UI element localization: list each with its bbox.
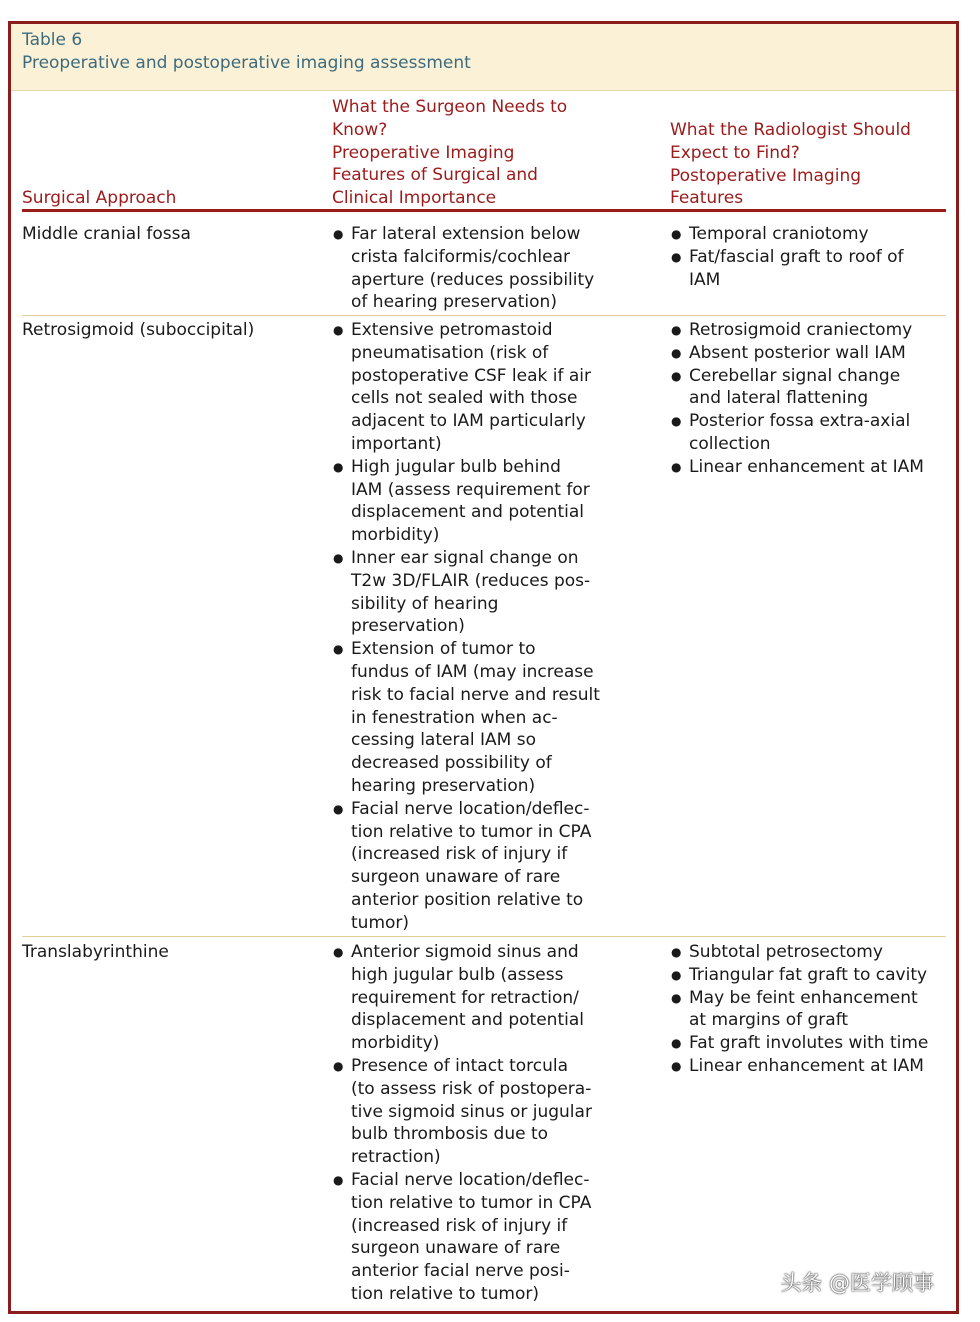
text-line: tion relative to tumor in CPA <box>351 821 592 842</box>
text-line: cessing lateral IAM so <box>351 730 536 751</box>
text-line: preservation) <box>351 616 465 637</box>
bullet-icon: ● <box>671 368 682 383</box>
text-line: Presence of intact torcula <box>351 1055 569 1076</box>
row-approach-retrosigmoid: Retrosigmoid (suboccipital) <box>22 320 255 340</box>
text-line: Fat graft involutes with time <box>689 1033 929 1054</box>
text-line: displacement and potential <box>351 1010 584 1031</box>
text-line: Absent posterior wall IAM <box>689 342 906 363</box>
text-line: IAM <box>689 269 721 290</box>
text-line: anterior facial nerve posi- <box>351 1261 570 1282</box>
list-item <box>670 342 924 365</box>
row-approach-middle-cranial-fossa: Middle cranial fossa <box>22 224 191 244</box>
list-item <box>670 410 924 456</box>
bullet-icon: ● <box>333 642 344 657</box>
bullet-icon: ● <box>671 459 682 474</box>
bullet-icon: ● <box>671 345 682 360</box>
list-item <box>670 1055 928 1078</box>
list-item <box>332 1169 592 1306</box>
bullet-icon: ● <box>333 323 344 337</box>
text-line: surgeon unaware of rare <box>351 1238 561 1259</box>
text-line: Retrosigmoid craniectomy <box>689 320 913 340</box>
header-line: Know? <box>332 119 388 140</box>
text-line: postoperative CSF leak if air <box>351 365 592 386</box>
text-line: Cerebellar signal change <box>689 365 901 386</box>
bullet-icon: ● <box>671 414 682 429</box>
list-item <box>332 547 600 638</box>
row1-postop-list <box>670 223 904 291</box>
header-surgical-approach <box>22 187 176 210</box>
text-line: retraction) <box>351 1147 441 1168</box>
text-line: Posterior fossa extra-axial <box>689 411 911 432</box>
text-line: (to assess risk of postopera- <box>351 1078 592 1099</box>
text-line: tumor) <box>351 912 410 933</box>
text-line: at margins of graft <box>689 1010 849 1031</box>
text-line: important) <box>351 433 442 454</box>
text-line: displacement and potential <box>351 502 584 523</box>
bullet-icon: ● <box>333 945 344 959</box>
text-line: fundus of IAM (may increase <box>351 661 594 682</box>
header-line: What the Surgeon Needs to <box>332 97 568 117</box>
bullet-icon: ● <box>671 227 682 241</box>
list-item <box>670 365 924 411</box>
text-line: Anterior sigmoid sinus and <box>351 942 579 962</box>
text-line: May be feint enhancement <box>689 987 918 1008</box>
row-approach-translabyrinthine: Translabyrinthine <box>22 942 169 962</box>
text-line: crista falciformis/cochlear <box>351 246 570 267</box>
text-line: Facial nerve location/deflec- <box>351 798 590 819</box>
text-line: morbidity) <box>351 1033 440 1054</box>
table-label: Table 6 <box>22 30 83 50</box>
list-item <box>670 941 928 964</box>
row3-preop-list <box>332 941 592 1306</box>
header-preoperative <box>332 96 567 210</box>
text-line: T2w 3D/FLAIR (reduces pos- <box>351 570 591 591</box>
list-item <box>670 987 928 1033</box>
table-frame <box>8 21 959 1314</box>
header-postoperative <box>670 119 911 210</box>
text-line: tive sigmoid sinus or jugular <box>351 1101 592 1122</box>
list-item <box>670 456 924 479</box>
bullet-icon: ● <box>671 945 682 959</box>
text-line: in fenestration when ac- <box>351 707 558 728</box>
text-line: Subtotal petrosectomy <box>689 942 883 962</box>
text-line: Extensive petromastoid <box>351 320 553 340</box>
text-line: and lateral flattening <box>689 388 869 409</box>
table-title-band <box>11 24 956 91</box>
header-divider <box>22 209 946 212</box>
row3-postop-list <box>670 941 928 1078</box>
list-item <box>670 319 924 342</box>
bullet-icon: ● <box>671 249 682 264</box>
header-line: Preoperative Imaging <box>332 142 515 163</box>
text-line: hearing preservation) <box>351 775 536 796</box>
list-item <box>332 456 600 547</box>
header-line: Features of Surgical and <box>332 165 538 186</box>
text-line: high jugular bulb (assess <box>351 964 564 985</box>
header-line: What the Radiologist Should <box>670 120 911 140</box>
header-line: Expect to Find? <box>670 142 800 163</box>
row1-preop-list <box>332 223 594 314</box>
text-line: tion relative to tumor) <box>351 1283 539 1304</box>
text-line: requirement for retraction/ <box>351 987 579 1008</box>
text-line: Fat/fascial graft to roof of <box>689 246 904 267</box>
bullet-icon: ● <box>333 801 344 816</box>
row-divider <box>22 936 946 937</box>
text-line: cells not sealed with those <box>351 388 578 409</box>
text-line: Inner ear signal change on <box>351 547 579 568</box>
bullet-icon: ● <box>671 1036 682 1051</box>
text-line: (increased risk of injury if <box>351 844 568 865</box>
bullet-icon: ● <box>671 323 682 337</box>
text-line: (increased risk of injury if <box>351 1215 568 1236</box>
bullet-icon: ● <box>333 1172 344 1187</box>
list-item <box>332 223 594 314</box>
row-divider <box>22 315 946 316</box>
text-line: aperture (reduces possibility <box>351 269 595 290</box>
text-line: Linear enhancement at IAM <box>689 1055 924 1076</box>
list-item <box>670 964 928 987</box>
text-line: decreased possibility of <box>351 753 552 774</box>
text-line: tion relative to tumor in CPA <box>351 1192 592 1213</box>
bullet-icon: ● <box>333 459 344 474</box>
list-item <box>670 246 904 292</box>
text-line: collection <box>689 433 771 454</box>
list-item <box>332 638 600 798</box>
header-line: Surgical Approach <box>22 188 177 208</box>
bullet-icon: ● <box>333 550 344 565</box>
list-item <box>670 223 904 246</box>
text-line: Far lateral extension below <box>351 224 581 244</box>
bullet-icon: ● <box>671 967 682 982</box>
header-line: Postoperative Imaging <box>670 165 862 186</box>
list-item <box>670 1032 928 1055</box>
header-line: Clinical Importance <box>332 188 497 209</box>
text-line: Triangular fat graft to cavity <box>689 964 928 985</box>
text-line: IAM (assess requirement for <box>351 479 590 500</box>
row2-postop-list <box>670 319 924 479</box>
watermark: 头条 @医学顾事 <box>780 1271 934 1295</box>
text-line: High jugular bulb behind <box>351 456 561 477</box>
text-line: morbidity) <box>351 525 440 546</box>
text-line: sibility of hearing <box>351 593 499 614</box>
bullet-icon: ● <box>671 1058 682 1073</box>
text-line: bulb thrombosis due to <box>351 1124 549 1145</box>
text-line: surgeon unaware of rare <box>351 867 561 888</box>
text-line: Linear enhancement at IAM <box>689 456 924 477</box>
text-line: adjacent to IAM particularly <box>351 411 586 432</box>
list-item <box>332 941 592 1055</box>
bullet-icon: ● <box>333 1058 344 1073</box>
text-line: of hearing preservation) <box>351 292 557 313</box>
text-line: anterior position relative to <box>351 889 584 910</box>
table-caption: Preoperative and postoperative imaging assessment <box>22 53 471 73</box>
list-item <box>332 319 600 456</box>
bullet-icon: ● <box>671 990 682 1005</box>
text-line: Facial nerve location/deflec- <box>351 1169 590 1190</box>
bullet-icon: ● <box>333 227 344 241</box>
list-item <box>332 798 600 935</box>
header-line: Features <box>670 188 744 209</box>
text-line: Temporal craniotomy <box>689 224 869 244</box>
list-item <box>332 1055 592 1169</box>
text-line: risk to facial nerve and result <box>351 684 600 705</box>
text-line: pneumatisation (risk of <box>351 342 549 363</box>
row2-preop-list <box>332 319 600 935</box>
text-line: Extension of tumor to <box>351 639 536 660</box>
